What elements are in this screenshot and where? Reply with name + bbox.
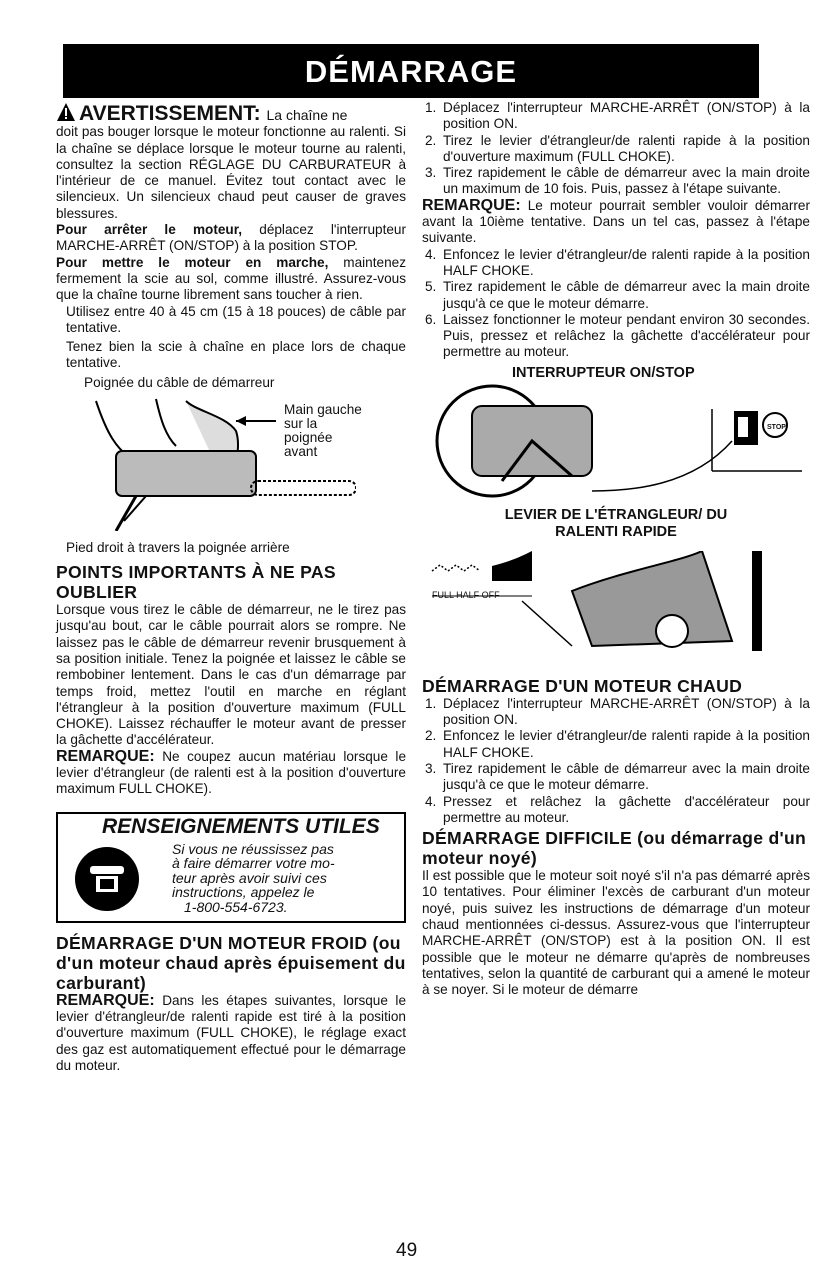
step-text: Enfoncez le levier d'étrangleur/de ralenti rapide à la position HALF CHOKE. [443,728,810,760]
help-text [172,842,368,915]
step-text: Pressez et relâchez la gâchette d'accélérateur pour permettre au moteur. [443,793,810,825]
warm-start-title: DÉMARRAGE D'UN MOTEUR CHAUD [422,675,743,696]
warning-lead: La chaîne ne [266,107,348,123]
stop-engine-bold: Pour arrêter le moteur, [56,222,243,238]
step-item [422,312,810,361]
stop-icon-label: STOP [767,423,786,431]
start-engine-bold: Pour mettre le moteur en marche, [56,254,329,270]
steps-list-c [422,696,810,826]
on-stop-switch-figure [422,365,810,505]
warning-text: doit pas bouger lorsque le moteur fonctionne au ralenti. Si la chaîne se déplace lorsque le moteur tourne au ralenti, consultez la section RÉGLAGE DU CARBURATEUR à l'intérieur de ce manuel. Évitez tout contact avec le silencieux. Un silencieux chaud peut causer de graves blessures. [56,124,406,221]
help-line-3: teur après avoir suivi ces [172,869,327,886]
step-number: 6. [425,311,437,327]
left-column [56,100,406,1074]
step-text: Déplacez l'interrupteur MARCHE-ARRÊT (ON/STOP) à la position ON. [443,100,810,132]
remark3-text: Le moteur pourrait sembler vouloir démarrer avant la 10ième tentative. Dans un tel cas, passez à l'étape suivante. [422,197,810,246]
remark2-text: Dans les étapes suivantes, lorsque le levier d'étrangleur/de ralenti rapide est tiré à la position d'ouverture maximum (FULL CHOKE), le réglage exact des gaz est automatiquement effectué pour le démarrage du moteur. [56,992,406,1073]
page-number: 49 [396,1240,418,1261]
step-text: Tirez le levier d'étrangleur/de ralenti rapide à la position d'ouverture maximum (FULL CHOKE). [443,132,810,164]
step-text: Tirez rapidement le câble de démarreur avec la main droite jusqu'à ce que le moteur démarre. [443,279,810,311]
step-text: Tirez rapidement le câble de démarreur avec la main droite un maximum de 10 fois. Puis, passez à l'étape suivante. [443,165,810,197]
stop-engine-text: déplacez l'interrupteur MARCHE-ARRÊT (ON/STOP) à la position STOP. [56,222,406,254]
step-item [422,696,810,729]
step-number: 5. [425,279,437,295]
cold-start-title: DÉMARRAGE D'UN MOTEUR FROID (ou d'un moteur chaud après épuisement du carburant) [56,932,406,993]
help-line-2: à faire démarrer votre mo- [172,855,335,872]
right-foot-label: Pied droit à travers la poignée arrière [66,539,290,555]
choke-lever-figure [422,541,810,656]
help-line-4: instructions, appelez le [172,884,315,901]
remark1-label: REMARQUE: [56,747,155,765]
step-item [422,728,810,761]
step-number: 2. [425,728,437,744]
step-item [422,133,810,166]
remark3-label: REMARQUE: [422,196,521,214]
step-item [422,794,810,827]
on-stop-switch-illustration [432,381,802,501]
on-stop-switch-title: INTERRUPTEUR ON/STOP [512,364,695,381]
step-number: 3. [425,165,437,181]
choke-lever-illustration [422,551,812,661]
step-item [422,247,810,280]
page-header-banner: DÉMARRAGE [63,44,759,98]
remark1-text: Ne coupez aucun matériau lorsque le levier d'étrangleur (de ralenti est à la position d'ouverture maximum FULL CHOKE). [56,748,407,797]
hold-saw-note: Tenez bien la scie à chaîne en place lors de chaque tentative. [66,339,406,371]
step-item [422,100,810,133]
step-item [422,165,810,198]
step-text: Laissez fonctionner le moteur pendant environ 30 secondes. Puis, pressez et relâchez la gâchette d'accélérateur pour permettre au moteur. [443,311,810,360]
remark2-label: REMARQUE: [56,991,155,1009]
start-engine-text: maintenez fermement la scie au sol, comme illustré. Assurez-vous que la chaîne tourne librement sans toucher à rien. [56,254,407,303]
step-number: 3. [425,760,437,776]
choke-lever-title: LEVIER DE L'ÉTRANGLEUR/ DU RALENTI RAPIDE [504,506,728,540]
steps-list-b [422,247,810,361]
help-line-1: Si vous ne réussissez pas [172,840,334,857]
cable-length-note: Utilisez entre 40 à 45 cm (15 à 18 pouces) de câble par tentative. [66,303,406,335]
starting-position-figure [56,375,406,540]
points-title: POINTS IMPORTANTS À NE PAS OUBLIER [56,562,336,603]
step-text: Enfoncez le levier d'étrangleur/de ralenti rapide à la position HALF CHOKE. [443,246,810,278]
step-text: Déplacez l'interrupteur MARCHE-ARRÊT (ON/STOP) à la position ON. [443,695,810,728]
step-item [422,761,810,794]
telephone-icon [74,846,140,912]
hard-start-text: Il est possible que le moteur soit noyé s'il n'a pas démarré après 10 tentatives. Pour éliminer l'excès de carburant d'un moteur noyé, puis suivez les instructions de démarrage d'un moteur chaud mentionnées ci-dessus. Assurez-vous que l'interrupteur MARCHE-ARRÊT (ON/STOP) est à la position ON. Il est possible que le moteur ne démarre qu'après de nombreuses tentatives, selon la quantité de carburant qui a amené le moteur à se noyer. Si le moteur de démarre [422,868,810,998]
step-number: 1. [425,695,437,711]
warning-triangle-icon [56,102,76,122]
step-item [422,279,810,312]
warning-block [56,102,406,222]
hard-start-title: DÉMARRAGE DIFFICILE (ou démarrage d'un moteur noyé) [422,828,807,869]
step-number: 1. [425,100,437,115]
help-title: RENSEIGNEMENTS UTILES [102,814,380,838]
step-number: 4. [425,793,437,809]
right-column [422,100,810,999]
step-text: Tirez rapidement le câble de démarreur avec la main droite jusqu'à ce que le moteur démarre. [443,760,810,793]
help-phone: 1-800-554-6723. [184,898,288,915]
choke-positions-label: FULL HALF OFF [432,589,500,600]
step-number: 4. [425,246,437,262]
points-text: Lorsque vous tirez le câble de démarreur, ne le tirez pas jusqu'au bout, car le câble pourrait alors se rompre. Ne laissez pas le câble de démarreur revenir brusquement à sa position initiale. Tenez la poignée et laissez le câble se rembobiner lentement. Dans le cas d'un démarrage par temps froid, mettez l'outil en marche en réglant l'étrangleur à la position d'ouverture maximum (FULL CHOKE). Laissez réchauffer le moteur avant de presser la gâchette d'accélérateur. [56,602,406,748]
left-hand-label: Main gauche sur la poignée avant [284,401,362,459]
help-box [56,812,406,923]
starter-handle-label: Poignée du câble de démarreur [84,374,275,390]
steps-list-a [422,100,810,198]
step-number: 2. [425,132,437,148]
warning-title: AVERTISSEMENT: [79,102,261,125]
